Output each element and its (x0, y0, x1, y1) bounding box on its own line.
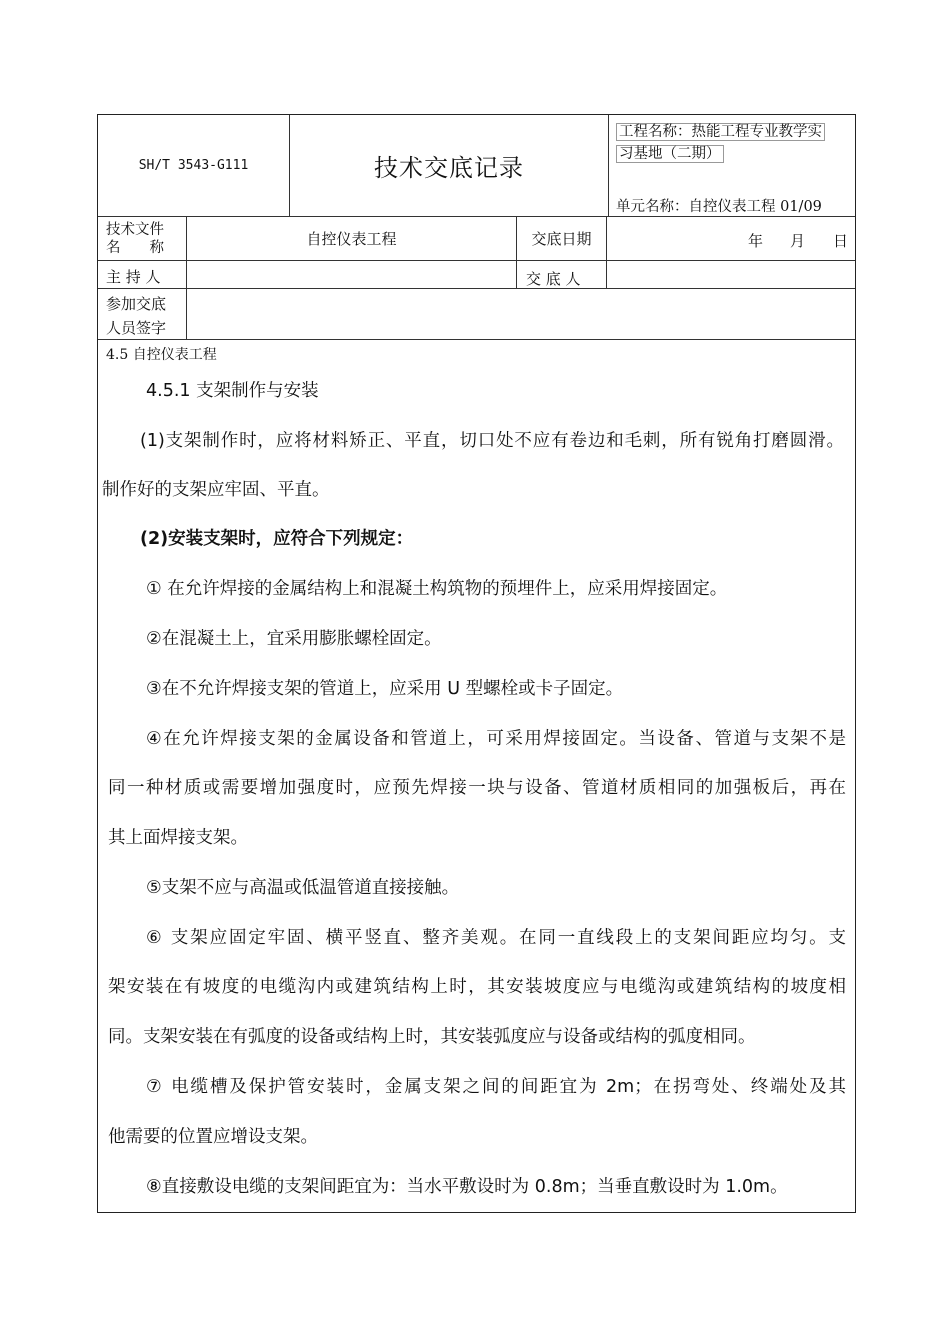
date-month: 月 (790, 232, 806, 250)
content-line: ⑥ 支架应固定牢固、横平竖直、整齐美观。在同一直线段上的支架间距应均匀。支 (146, 928, 846, 948)
content-line: (2)安装支架时，应符合下列规定： (140, 529, 414, 549)
col-divider (608, 115, 609, 216)
participants-signatures[interactable] (187, 288, 857, 339)
presenter-label: 交 底 人 (526, 270, 581, 288)
section-heading: 4.5 自控仪表工程 (106, 347, 217, 363)
project-name (616, 121, 852, 165)
standard-code: SH/T 3543-G111 (138, 158, 249, 173)
unit-name: 单元名称：自控仪表工程 01/09 (616, 199, 822, 215)
row-divider (98, 339, 855, 340)
host-value[interactable] (187, 260, 516, 288)
page-title: 技术交底记录 (374, 154, 524, 182)
content-line: ⑧直接敷设电缆的支架间距宜为：当水平敷设时为 0.8m；当垂直敷设时为 1.0m。 (146, 1177, 788, 1197)
content-line: ⑤支架不应与高温或低温管道直接接触。 (146, 878, 460, 898)
presenter-value[interactable] (607, 260, 857, 288)
content-line: ④在允许焊接支架的金属设备和管道上，可采用焊接固定。当设备、管道与支架不是 (146, 729, 846, 749)
content-line: 同。支架安装在有弧度的设备或结构上时，其安装弧度应与设备或结构的弧度相同。 (108, 1027, 756, 1047)
content-line: ① 在允许焊接的金属结构上和混凝土构筑物的预埋件上，应采用焊接固定。 (146, 579, 728, 599)
participants-label: 参加交底 人员签字 (106, 295, 167, 337)
date-value[interactable] (607, 216, 857, 260)
doc-name-label: 技术文件 名 称 (106, 222, 164, 256)
content-line: 其上面焊接支架。 (108, 828, 248, 848)
project-name-line-1: 工程名称：热能工程专业教学实 (616, 121, 852, 143)
host-label: 主 持 人 (106, 268, 161, 286)
date-year: 年 (748, 232, 764, 250)
technical-disclosure-form (97, 114, 856, 1213)
content-line: ⑦ 电缆槽及保护管安装时，金属支架之间的间距宜为 2m；在拐弯处、终端处及其 (146, 1077, 846, 1097)
project-name-line-2: 习基地（二期） (616, 143, 852, 165)
date-label: 交底日期 (531, 229, 592, 248)
content-line: ②在混凝土上，宜采用膨胀螺栓固定。 (146, 629, 442, 649)
content-line: 他需要的位置应增设支架。 (108, 1127, 318, 1147)
content-line: ③在不允许焊接支架的管道上，应采用 U 型螺栓或卡子固定。 (146, 679, 624, 699)
date-day: 日 (833, 232, 849, 250)
subsection-heading: 4.5.1 支架制作与安装 (146, 381, 319, 401)
content-line: 同一种材质或需要增加强度时，应预先焊接一块与设备、管道材质相同的加强板后，再在 (108, 778, 846, 798)
content-line: 制作好的支架应牢固、平直。 (102, 480, 330, 500)
content-line: 架安装在有坡度的电缆沟内或建筑结构上时，其安装坡度应与电缆沟或建筑结构的坡度相 (108, 977, 846, 997)
doc-name-value[interactable]: 自控仪表工程 (306, 229, 397, 248)
content-line: (1)支架制作时，应将材料矫正、平直，切口处不应有卷边和毛刺，所有锐角打磨圆滑。 (140, 431, 844, 451)
